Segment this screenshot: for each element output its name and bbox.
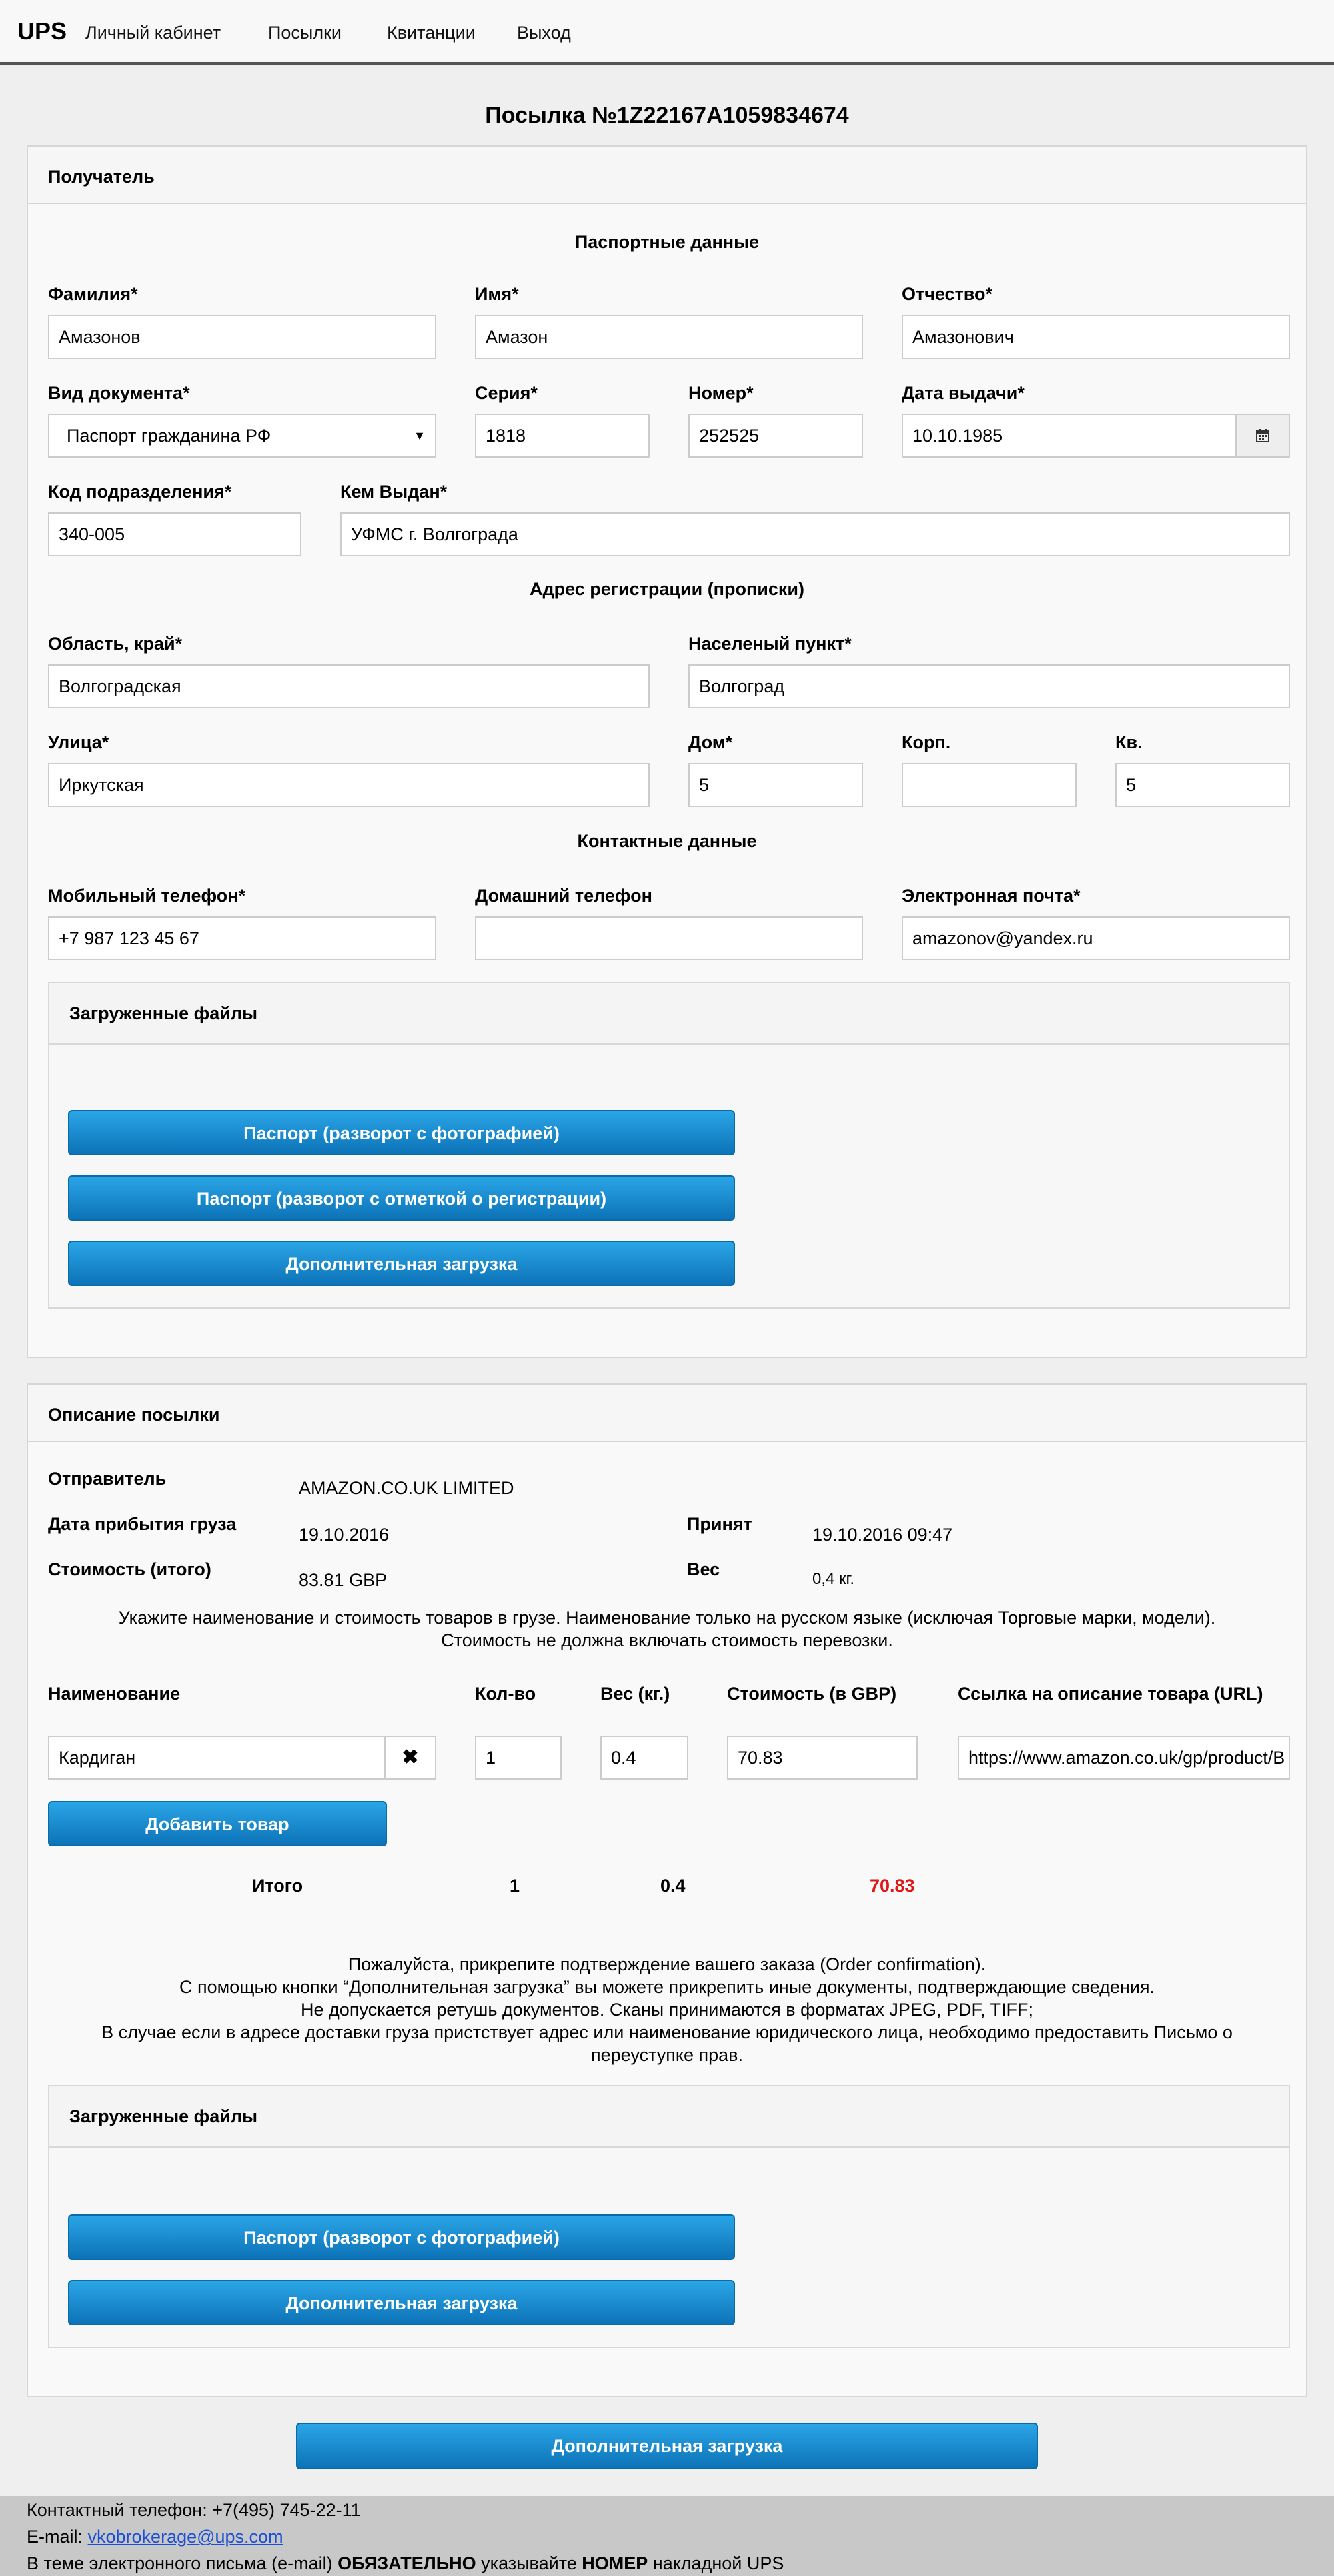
- series-input[interactable]: 1818: [475, 414, 650, 458]
- issued-by-label: Кем Выдан*: [340, 482, 448, 502]
- issued-by-input[interactable]: УФМС г. Волгограда: [340, 512, 1290, 556]
- building-label: Корп.: [902, 732, 951, 752]
- city-input[interactable]: Волгоград: [688, 664, 1290, 708]
- arrival-label: Дата прибытия груза: [48, 1514, 237, 1534]
- nav-link-receipts[interactable]: Квитанции: [387, 23, 476, 43]
- sender-label: Отправитель: [48, 1469, 167, 1489]
- item-weight-input[interactable]: 0.4: [600, 1736, 688, 1780]
- footer-email-label: E-mail:: [27, 2527, 88, 2547]
- house-input[interactable]: 5: [688, 763, 863, 807]
- col-weight-header: Вес (кг.): [600, 1684, 670, 1704]
- issue-date-label: Дата выдачи*: [902, 383, 1025, 403]
- footer-note-bold-2: НОМЕР: [582, 2553, 648, 2573]
- footer-note-text-1: В теме электронного письма (e-mail): [27, 2553, 338, 2573]
- region-label: Область, край*: [48, 634, 183, 654]
- recipient-panel: [27, 145, 1307, 1358]
- weight-label: Вес: [687, 1559, 720, 1579]
- upload-order-additional-button[interactable]: Дополнительная загрузка: [68, 2280, 735, 2325]
- footer-note-text-3: накладной UPS: [648, 2553, 784, 2573]
- recipient-panel-title: Получатель: [48, 167, 155, 187]
- name-label: Имя*: [475, 284, 519, 304]
- recipient-panel-header: [28, 147, 1306, 204]
- item-url-input[interactable]: https://www.amazon.co.uk/gp/product/B: [958, 1736, 1290, 1780]
- brand-logo[interactable]: UPS: [17, 17, 67, 45]
- totals-qty: 1: [510, 1876, 520, 1896]
- item-name-input[interactable]: Кардиган: [48, 1736, 386, 1780]
- street-label: Улица*: [48, 732, 109, 752]
- house-label: Дом*: [688, 732, 733, 752]
- cost-value: 83.81 GBP: [299, 1570, 388, 1590]
- sender-value: AMAZON.CO.UK LIMITED: [299, 1478, 514, 1498]
- calendar-icon: [1255, 428, 1271, 444]
- recipient-files-panel: [48, 982, 1290, 1309]
- instruction-line-2: Стоимость не должна включать стоимость перевозки.: [441, 1630, 893, 1650]
- mobile-label: Мобильный телефон*: [48, 886, 246, 906]
- apartment-input[interactable]: 5: [1115, 763, 1290, 807]
- totals-label: Итого: [252, 1876, 303, 1896]
- footer-note-bold-1: ОБЯЗАТЕЛЬНО: [338, 2553, 476, 2573]
- street-input[interactable]: Иркутская: [48, 763, 650, 807]
- passport-section-title: Паспортные данные: [574, 232, 760, 252]
- number-label: Номер*: [688, 383, 754, 403]
- navbar: [0, 0, 1334, 65]
- totals-weight: 0.4: [660, 1876, 686, 1896]
- name-input[interactable]: Амазон: [475, 315, 863, 359]
- parcel-panel: [27, 1383, 1307, 2397]
- page-title: Посылка №1Z22167A1059834674: [485, 103, 849, 128]
- footer-note-text-2: указывайте: [476, 2553, 582, 2573]
- email-input[interactable]: amazonov@yandex.ru: [902, 916, 1290, 960]
- item-cost-input[interactable]: 70.83: [727, 1736, 918, 1780]
- parcel-panel-header: [28, 1385, 1306, 1442]
- region-input[interactable]: Волгоградская: [48, 664, 650, 708]
- upload-additional-button[interactable]: Дополнительная загрузка: [68, 1241, 735, 1286]
- number-input[interactable]: 252525: [688, 414, 863, 458]
- col-name-header: Наименование: [48, 1684, 181, 1704]
- building-input[interactable]: [902, 763, 1077, 807]
- dept-code-input[interactable]: 340-005: [48, 512, 301, 556]
- note-line-1: Пожалуйста, прикрепите подтверждение вашего заказа (Order confirmation).: [348, 1954, 986, 1974]
- nav-link-logout[interactable]: Выход: [517, 23, 571, 43]
- accepted-label: Принят: [687, 1514, 752, 1534]
- calendar-button[interactable]: [1235, 414, 1290, 458]
- parcel-files-header: [49, 2086, 1289, 2148]
- note-line-3: Не допускается ретушь документов. Сканы принимаются в форматах JPEG, PDF, TIFF;: [301, 2000, 1033, 2020]
- arrival-value: 19.10.2016: [299, 1525, 390, 1545]
- note-line-5: переуступке прав.: [591, 2045, 743, 2065]
- patronymic-input[interactable]: Амазонович: [902, 315, 1290, 359]
- item-qty-input[interactable]: 1: [475, 1736, 562, 1780]
- close-icon: ✖: [402, 1746, 419, 1768]
- home-phone-input[interactable]: [475, 916, 863, 960]
- nav-link-account[interactable]: Личный кабинет: [85, 23, 221, 43]
- footer-email-line: [27, 2527, 283, 2547]
- instruction-line-1: Укажите наименование и стоимость товаров в грузе. Наименование только на русском языке (исключая Торговые марки, модели).: [118, 1607, 1216, 1628]
- remove-item-button[interactable]: [384, 1736, 436, 1780]
- bottom-additional-upload-button[interactable]: Дополнительная загрузка: [296, 2423, 1038, 2469]
- city-label: Населеный пункт*: [688, 634, 852, 654]
- address-section-title: Адрес регистрации (прописки): [529, 579, 804, 599]
- doc-type-value: Паспорт гражданина РФ: [67, 426, 271, 446]
- recipient-files-title: Загруженные файлы: [69, 1003, 258, 1023]
- note-line-2: С помощью кнопки “Дополнительная загрузка” вы можете прикрепить иные документы, подтверждающие сведения.: [179, 1977, 1155, 1997]
- recipient-files-header: [49, 983, 1289, 1045]
- series-label: Серия*: [475, 383, 538, 403]
- note-line-4: В случае если в адресе доставки груза пристствует адрес или наименование юридического лица, необходимо предоставить Письмо о: [101, 2022, 1233, 2042]
- doc-type-label: Вид документа*: [48, 383, 190, 403]
- col-qty-header: Кол-во: [475, 1684, 536, 1704]
- doc-type-select[interactable]: [48, 414, 436, 458]
- email-label: Электронная почта*: [902, 886, 1081, 906]
- footer-phone: Контактный телефон: +7(495) 745-22-11: [27, 2500, 361, 2520]
- parcel-files-panel: [48, 2085, 1290, 2348]
- upload-passport-photo-button[interactable]: Паспорт (разворот с фотографией): [68, 1110, 735, 1155]
- accepted-value: 19.10.2016 09:47: [812, 1525, 953, 1545]
- mobile-input[interactable]: +7 987 123 45 67: [48, 916, 436, 960]
- col-cost-header: Стоимость (в GBP): [727, 1684, 897, 1704]
- totals-cost: 70.83: [870, 1876, 915, 1896]
- contacts-section-title: Контактные данные: [577, 831, 757, 851]
- home-phone-label: Домашний телефон: [475, 886, 652, 906]
- parcel-panel-title: Описание посылки: [48, 1405, 220, 1425]
- add-item-button[interactable]: Добавить товар: [48, 1801, 387, 1846]
- weight-value: 0,4 кг.: [812, 1570, 855, 1588]
- dropdown-arrow-icon: ▼: [414, 429, 426, 442]
- nav-link-parcels[interactable]: Посылки: [268, 23, 342, 43]
- upload-order-passport-button[interactable]: Паспорт (разворот с фотографией): [68, 2214, 735, 2260]
- footer-note: [27, 2553, 784, 2574]
- patronymic-label: Отчество*: [902, 284, 993, 304]
- issue-date-input[interactable]: 10.10.1985: [902, 414, 1237, 458]
- dept-code-label: Код подразделения*: [48, 482, 232, 502]
- footer-email-link[interactable]: vkobrokerage@ups.com: [87, 2527, 283, 2547]
- upload-passport-registration-button[interactable]: Паспорт (разворот с отметкой о регистрации): [68, 1175, 735, 1221]
- surname-label: Фамилия*: [48, 284, 138, 304]
- footer: [0, 2496, 1334, 2576]
- apartment-label: Кв.: [1115, 732, 1143, 752]
- col-url-header: Ссылка на описание товара (URL): [958, 1684, 1263, 1704]
- surname-input[interactable]: Амазонов: [48, 315, 436, 359]
- cost-label: Стоимость (итого): [48, 1559, 211, 1579]
- parcel-files-title: Загруженные файлы: [69, 2106, 258, 2126]
